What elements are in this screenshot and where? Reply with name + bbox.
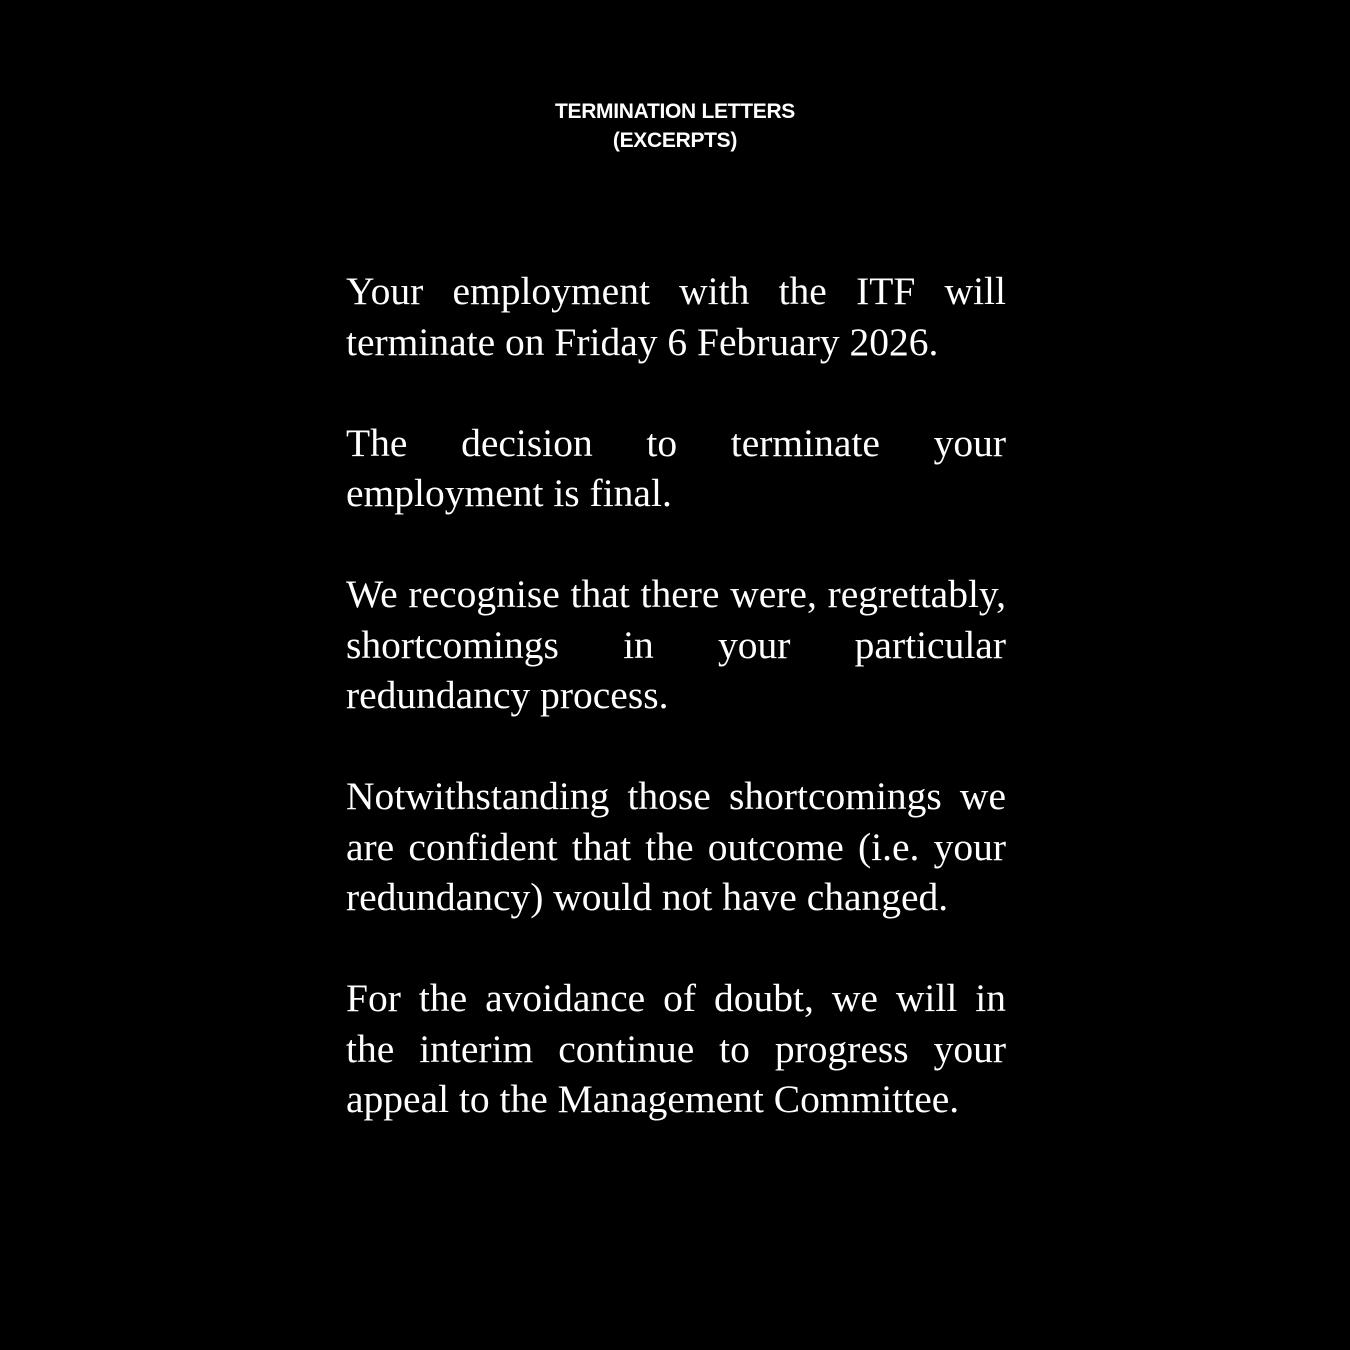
heading-line-subtitle: (EXCERPTS) [612, 129, 738, 152]
excerpt-body [346, 266, 1006, 1125]
excerpt-paragraph-outcome: Notwithstanding those shortcomings we are confident that the outcome (i.e. your redundancy) would not have changed. [346, 774, 1006, 919]
excerpt-paragraph-shortcomings: We recognise that there were, regrettably, shortcomings in your particular redundancy process. [346, 572, 1006, 717]
document-heading [0, 97, 1350, 155]
excerpt-paragraph-appeal: For the avoidance of doubt, we will in the interim continue to progress your appeal to the Management Committee. [346, 976, 1006, 1121]
heading-line-title: TERMINATION LETTERS [554, 100, 796, 123]
excerpt-paragraph-termination-date: Your employment with the ITF will terminate on Friday 6 February 2026. [346, 269, 1006, 364]
excerpt-paragraph-decision-final: The decision to terminate your employment is final. [346, 420, 1006, 515]
